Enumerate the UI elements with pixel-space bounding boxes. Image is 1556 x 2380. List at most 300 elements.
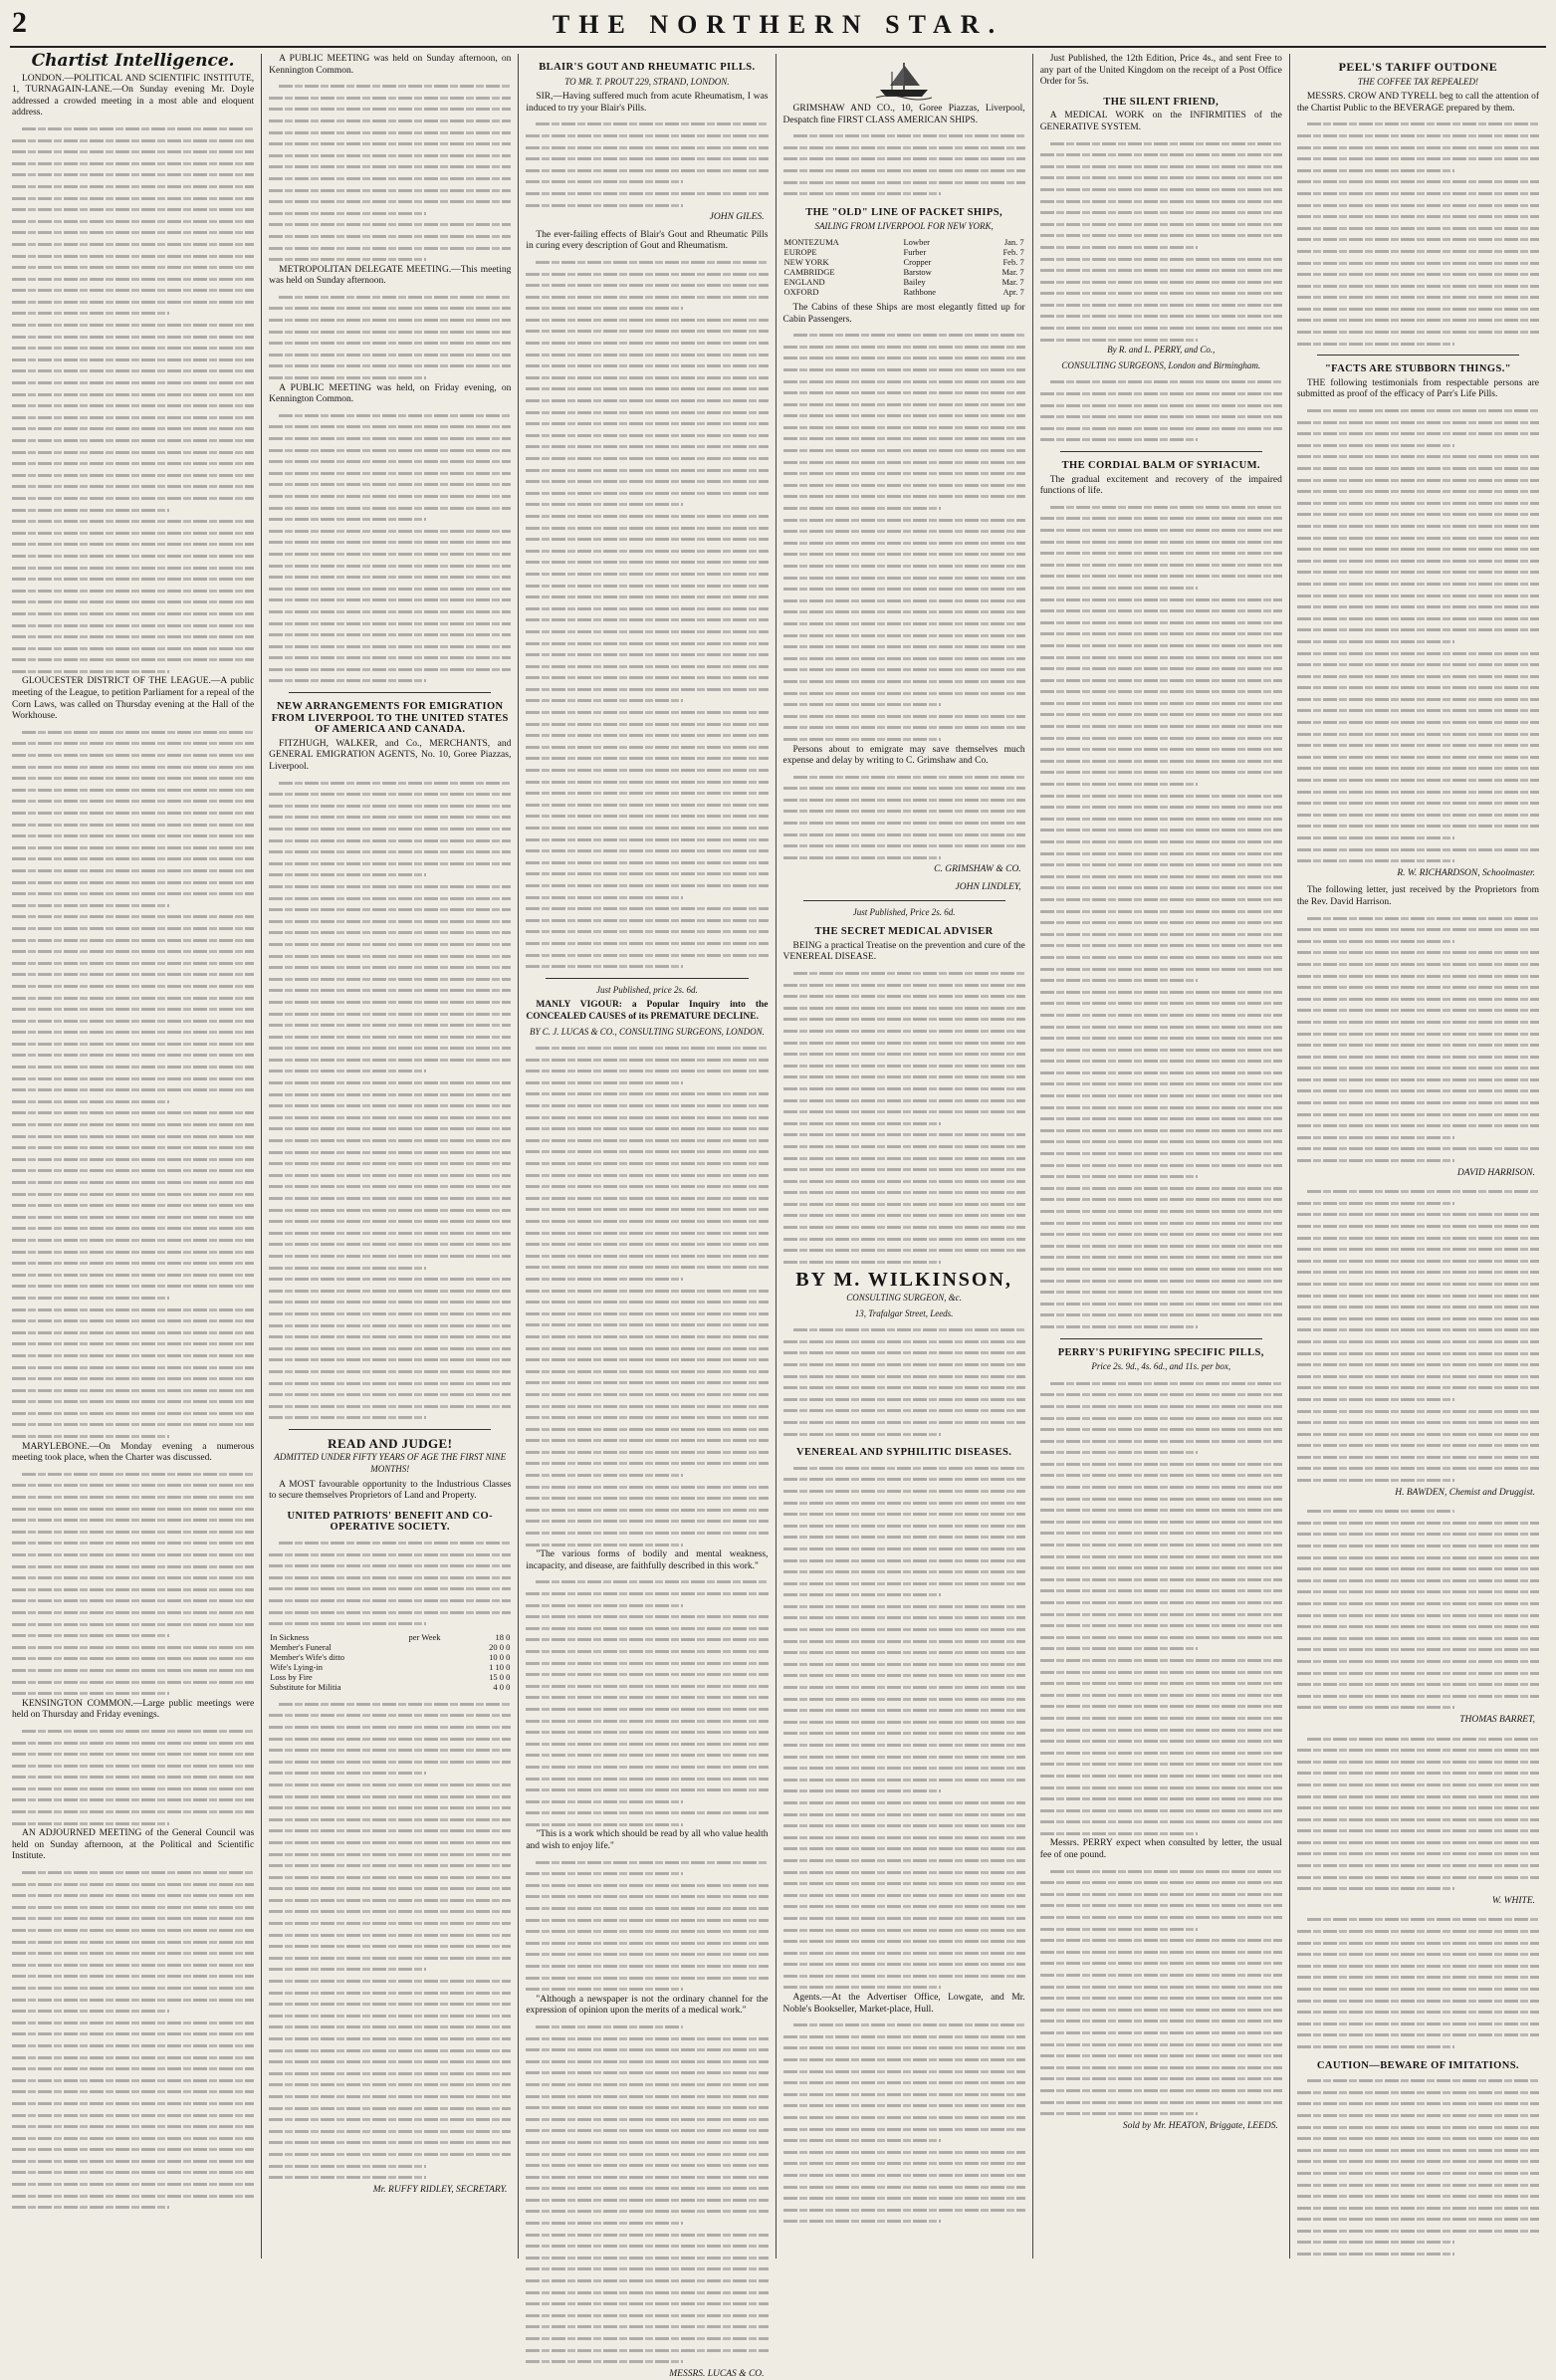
text-line: [1040, 835, 1282, 847]
text-line: [1040, 2004, 1282, 2016]
text-line: [1040, 2015, 1282, 2026]
text-line: [12, 364, 254, 376]
text-line: [783, 1554, 1025, 1566]
text-line: [12, 784, 254, 796]
text-line: [526, 1296, 768, 1308]
text-line: [526, 2205, 768, 2217]
text-line: [12, 1003, 254, 1015]
text-line: [12, 527, 254, 539]
text-line: [783, 444, 1025, 456]
text-line: [783, 687, 1025, 699]
text-line: [526, 2090, 768, 2102]
article-paragraph: LONDON.—POLITICAL AND SCIENTIFIC INSTITUTE, 1, TURNAGAIN-LANE.—On Sunday evening Mr. Doyle addressed a crowded meeting in a most able and eloquent address.: [12, 73, 255, 119]
text-line: [526, 741, 768, 753]
text-line: [526, 1622, 768, 1634]
text-line: [12, 434, 254, 446]
table-cell: Wife's Lying-in: [270, 1661, 324, 1672]
text-line: [12, 1970, 254, 1982]
column-6: [1289, 54, 1546, 2259]
divider: [289, 1429, 491, 1430]
text-line: [526, 1806, 768, 1818]
signature: W. WHITE.: [1491, 1895, 1536, 1906]
signature: Mr. RUFFY RIDLEY, SECRETARY.: [372, 2184, 508, 2195]
text-line: [783, 1244, 1025, 1256]
text-line: [12, 968, 254, 980]
ad-heading: CAUTION—BEWARE OF IMITATIONS.: [1316, 2059, 1519, 2071]
text-line: [1040, 241, 1282, 253]
text-line: [1040, 881, 1282, 893]
text-line: [269, 1180, 511, 1192]
body-text: [783, 1323, 1025, 1439]
text-line: [1297, 1084, 1539, 1096]
text-line: [783, 1693, 1025, 1705]
ad-heading: BY M. WILKINSON,: [795, 1269, 1012, 1292]
text-line: [526, 1250, 768, 1262]
text-line: [526, 291, 768, 303]
text-line: [12, 1164, 254, 1176]
text-line: [783, 1611, 1025, 1623]
text-line: [12, 630, 254, 642]
text-line: [526, 1042, 768, 1054]
text-line: [1297, 923, 1539, 935]
text-line: [1040, 1044, 1282, 1056]
text-line: [526, 2262, 768, 2274]
text-line: [12, 1878, 254, 1890]
text-line: [269, 1134, 511, 1146]
text-line: [1040, 1228, 1282, 1240]
text-line: [526, 440, 768, 452]
text-line: [269, 1215, 511, 1227]
text-line: [269, 1824, 511, 1836]
ad-paragraph: Persons about to emigrate may save themselves much expense and delay by writing to C. Grimshaw and Co.: [782, 744, 1025, 767]
ad-heading: "FACTS ARE STUBBORN THINGS.": [1324, 363, 1511, 375]
text-line: [12, 168, 254, 180]
text-line: [1040, 1193, 1282, 1205]
divider: [1317, 355, 1519, 356]
text-line: [526, 1539, 768, 1550]
text-line: [12, 1793, 254, 1805]
text-line: [1297, 1232, 1539, 1244]
text-line: [12, 1737, 254, 1749]
text-line: [1297, 981, 1539, 993]
text-line: [1040, 974, 1282, 986]
text-line: [269, 1548, 511, 1560]
text-line: [1297, 2155, 1539, 2167]
text-line: [269, 349, 511, 360]
text-line: [1297, 2202, 1539, 2214]
text-line: [526, 187, 768, 199]
text-line: [526, 1261, 768, 1273]
text-line: [783, 1854, 1025, 1866]
text-line: [783, 1751, 1025, 1763]
text-line: [1297, 2190, 1539, 2202]
divider: [803, 900, 1005, 901]
text-line: [526, 2229, 768, 2241]
text-line: [526, 2148, 768, 2160]
text-line: [526, 268, 768, 280]
text-line: [12, 852, 254, 864]
text-line: [783, 1565, 1025, 1577]
section-heading: Chartist Intelligence.: [31, 51, 235, 71]
text-line: [1040, 287, 1282, 299]
text-line: [12, 1246, 254, 1258]
text-line: [12, 1629, 254, 1641]
text-line: [526, 2055, 768, 2067]
text-line: [1297, 590, 1539, 601]
text-line: [269, 583, 511, 595]
text-line: [1297, 2074, 1539, 2086]
ad-subheading: ADMITTED UNDER FIFTY YEARS OF AGE THE FIRST NINE MONTHS!: [274, 1452, 507, 1475]
text-line: [526, 1308, 768, 1319]
text-line: [269, 788, 511, 800]
text-line: [526, 141, 768, 153]
text-line: [1040, 1159, 1282, 1171]
text-line: [783, 2076, 1025, 2088]
ad-paragraph: Just Published, the 12th Edition, Price 4s., and sent Free to any part of the United Kingdom on the receipt of a Post Office Order for 5s.: [1039, 54, 1282, 88]
text-line: [526, 902, 768, 914]
text-line: [1040, 536, 1282, 548]
text-line: [269, 1987, 511, 1999]
text-line: [1297, 1185, 1539, 1197]
text-line: [526, 1738, 768, 1750]
text-line: [526, 706, 768, 718]
text-line: [1297, 427, 1539, 439]
text-line: [1297, 280, 1539, 292]
text-line: [526, 1948, 768, 1960]
body-text: [269, 291, 511, 383]
text-line: [1297, 462, 1539, 474]
text-line: [269, 640, 511, 652]
ad-heading: THE SILENT FRIEND,: [1103, 96, 1220, 108]
ad-heading: THE SECRET MEDICAL ADVISER: [814, 926, 994, 938]
text-line: [526, 1703, 768, 1715]
text-line: [1297, 416, 1539, 428]
text-line: [269, 1801, 511, 1813]
ship-row: [783, 267, 1025, 277]
text-line: [1297, 1416, 1539, 1428]
text-line: [783, 1175, 1025, 1187]
table-cell: Lowber: [903, 236, 930, 247]
text-line: [1297, 2225, 1539, 2237]
text-line: [783, 1762, 1025, 1774]
text-line: [526, 1065, 768, 1076]
text-line: [1040, 276, 1282, 288]
text-line: [269, 1042, 511, 1054]
text-line: [1040, 1147, 1282, 1159]
text-line: [783, 2134, 1025, 2146]
body-text: [783, 129, 1025, 199]
text-line: [526, 2171, 768, 2183]
text-line: [269, 984, 511, 996]
text-line: [269, 1859, 511, 1871]
text-line: [526, 302, 768, 314]
text-line: [783, 2146, 1025, 2158]
text-line: [12, 761, 254, 773]
text-line: [526, 1504, 768, 1516]
body-text: [783, 2019, 1025, 2227]
text-line: [12, 215, 254, 227]
text-line: [783, 1335, 1025, 1347]
text-line: [269, 409, 511, 421]
text-line: [1040, 1747, 1282, 1759]
text-line: [12, 2074, 254, 2086]
text-line: [1040, 651, 1282, 663]
text-line: [1040, 1286, 1282, 1298]
text-line: [783, 1646, 1025, 1658]
text-line: [269, 938, 511, 950]
text-line: [1297, 532, 1539, 544]
text-line: [1040, 160, 1282, 172]
text-line: [1040, 1446, 1282, 1458]
text-line: [12, 642, 254, 654]
text-line: [12, 1395, 254, 1407]
text-line: [1040, 524, 1282, 536]
text-line: [526, 1818, 768, 1830]
text-line: [1297, 843, 1539, 855]
table-cell: Member's Wife's ditto: [270, 1651, 344, 1662]
text-line: [12, 376, 254, 388]
text-line: [269, 1122, 511, 1134]
text-line: [526, 1318, 768, 1330]
text-line: [269, 195, 511, 207]
text-line: [1040, 1642, 1282, 1654]
text-line: [1040, 824, 1282, 835]
text-line: [269, 149, 511, 161]
text-line: [1297, 2109, 1539, 2121]
text-line: [12, 1594, 254, 1606]
text-line: [12, 515, 254, 527]
text-line: [1040, 766, 1282, 778]
text-line: [12, 331, 254, 343]
review-paragraph: "This is a work which should be read by all who value health and wish to enjoy life.": [526, 1829, 769, 1852]
text-line: [12, 1384, 254, 1396]
text-line: [526, 337, 768, 349]
text-line: [1040, 1899, 1282, 1911]
text-line: [1297, 1428, 1539, 1440]
text-line: [526, 1890, 768, 1902]
text-line: [783, 514, 1025, 526]
text-line: [783, 2099, 1025, 2111]
text-line: [526, 1902, 768, 1914]
text-line: [269, 444, 511, 456]
text-line: [526, 406, 768, 418]
text-line: [12, 737, 254, 749]
text-line: [1040, 939, 1282, 951]
ad-paragraph: THE following testimonials from respectable persons are submitted as proof of the efficacy of Parr's Life Pills.: [1296, 377, 1540, 400]
text-line: [1040, 1101, 1282, 1113]
text-line: [12, 1153, 254, 1165]
text-line: [1040, 1400, 1282, 1412]
text-line: [12, 1072, 254, 1084]
text-line: [269, 1617, 511, 1629]
text-line: [1297, 1278, 1539, 1290]
column-5: [1032, 54, 1289, 2259]
body-text: [1040, 501, 1282, 1332]
text-line: [1040, 594, 1282, 605]
ship-row: [783, 237, 1025, 247]
text-line: [12, 1026, 254, 1038]
text-line: [1040, 1469, 1282, 1481]
text-line: [269, 1975, 511, 1987]
text-line: [1040, 1946, 1282, 1958]
text-line: [526, 1434, 768, 1446]
text-line: [783, 1842, 1025, 1854]
text-line: [783, 1981, 1025, 1993]
body-text: [1040, 137, 1282, 346]
text-line: [1297, 1859, 1539, 1871]
text-line: [1040, 171, 1282, 183]
text-line: [783, 710, 1025, 722]
text-line: [269, 2171, 511, 2183]
text-line: [1040, 801, 1282, 813]
text-line: [269, 594, 511, 605]
text-line: [783, 2030, 1025, 2042]
text-line: [269, 1871, 511, 1883]
text-line: [1297, 257, 1539, 269]
ad-paragraph: The following letter, just received by the Proprietors from the Rev. David Harrison.: [1296, 885, 1540, 907]
text-line: [783, 1785, 1025, 1796]
text-line: [1040, 1251, 1282, 1263]
text-line: [1297, 1039, 1539, 1051]
text-line: [12, 307, 254, 319]
table-cell: Rathbone: [903, 286, 937, 297]
body-text: [526, 1042, 768, 1549]
text-line: [1040, 1631, 1282, 1643]
text-line: [526, 1411, 768, 1423]
text-line: [526, 925, 768, 937]
text-line: [526, 2194, 768, 2206]
text-line: [1297, 739, 1539, 751]
text-line: [526, 371, 768, 383]
text-line: [1297, 1655, 1539, 1667]
text-line: [1040, 1550, 1282, 1562]
text-line: [783, 456, 1025, 468]
text-line: [526, 1599, 768, 1611]
text-line: [783, 817, 1025, 829]
text-line: [269, 1146, 511, 1158]
text-line: [783, 363, 1025, 375]
text-line: [526, 960, 768, 972]
ad-paragraph: Agents.—At the Advertiser Office, Lowgate, and Mr. Noble's Bookseller, Market-place, Hull.: [782, 1993, 1025, 2015]
text-line: [269, 2032, 511, 2044]
column-2: [261, 54, 518, 2259]
text-line: [1297, 152, 1539, 164]
text-line: [12, 1314, 254, 1326]
text-line: [783, 2215, 1025, 2227]
text-line: [12, 457, 254, 469]
text-line: [783, 1404, 1025, 1416]
text-line: [1040, 375, 1282, 387]
ad-heading: UNITED PATRIOTS' BENEFIT AND CO-OPERATIVE SOCIETY.: [287, 1510, 494, 1534]
text-line: [783, 1485, 1025, 1497]
text-line: [269, 1882, 511, 1894]
text-line: [1297, 1528, 1539, 1540]
text-line: [1297, 1948, 1539, 1960]
text-line: [783, 1497, 1025, 1509]
table-cell: Jan. 7: [1003, 236, 1024, 247]
text-line: [526, 2078, 768, 2090]
text-line: [1040, 986, 1282, 998]
text-line: [1297, 946, 1539, 958]
text-line: [783, 675, 1025, 687]
text-line: [12, 1479, 254, 1491]
text-line: [12, 2109, 254, 2121]
text-line: [1297, 1562, 1539, 1574]
text-line: [269, 513, 511, 525]
text-line: [1040, 790, 1282, 802]
body-text: [269, 409, 511, 686]
text-line: [1040, 708, 1282, 720]
text-line: [526, 199, 768, 211]
text-line: [12, 1560, 254, 1572]
text-line: [269, 868, 511, 880]
ad-paragraph: The ever-failing effects of Blair's Gout and Rheumatic Pills in curing every description of Gout and Rheumatism.: [526, 229, 769, 252]
text-line: [1040, 1009, 1282, 1021]
text-line: [12, 1771, 254, 1783]
signature: C. GRIMSHAW & CO.: [934, 864, 1021, 875]
body-text: [269, 1537, 511, 1629]
text-line: [1040, 778, 1282, 790]
text-line: [12, 2039, 254, 2051]
text-line: [12, 922, 254, 934]
schedule-row: [269, 1682, 511, 1692]
text-line: [783, 560, 1025, 572]
text-line: [12, 1491, 254, 1503]
text-line: [269, 1606, 511, 1618]
text-line: [269, 1594, 511, 1606]
text-line: [1040, 1815, 1282, 1827]
text-line: [1297, 474, 1539, 486]
text-line: [526, 2136, 768, 2148]
text-line: [1297, 1824, 1539, 1836]
text-line: [269, 823, 511, 834]
text-line: [269, 1571, 511, 1583]
text-line: [1040, 1911, 1282, 1923]
text-line: [269, 1721, 511, 1733]
text-line: [1040, 1021, 1282, 1033]
text-line: [1297, 543, 1539, 555]
text-line: [783, 352, 1025, 363]
text-line: [783, 979, 1025, 991]
text-line: [269, 1905, 511, 1917]
text-line: [1040, 1561, 1282, 1573]
text-line: [783, 839, 1025, 851]
text-line: [12, 619, 254, 631]
text-line: [783, 1094, 1025, 1106]
text-line: [1297, 1358, 1539, 1370]
text-line: [12, 192, 254, 204]
text-line: [1040, 1388, 1282, 1400]
text-line: [526, 844, 768, 856]
text-line: [1297, 2236, 1539, 2248]
text-line: [783, 1947, 1025, 1959]
signature: JOHN GILES.: [709, 212, 765, 223]
table-cell: Loss by Fire: [270, 1671, 313, 1682]
table-cell: [408, 1652, 470, 1662]
text-line: [783, 1774, 1025, 1785]
text-line: [783, 1002, 1025, 1014]
text-line: [783, 432, 1025, 444]
text-line: [12, 749, 254, 761]
text-line: [269, 777, 511, 789]
text-line: [1297, 1609, 1539, 1621]
text-line: [1297, 2132, 1539, 2144]
text-line: [1040, 1275, 1282, 1287]
text-line: [526, 1353, 768, 1365]
text-line: [1297, 1620, 1539, 1632]
column-3: [518, 54, 775, 2379]
text-line: [1297, 1779, 1539, 1790]
